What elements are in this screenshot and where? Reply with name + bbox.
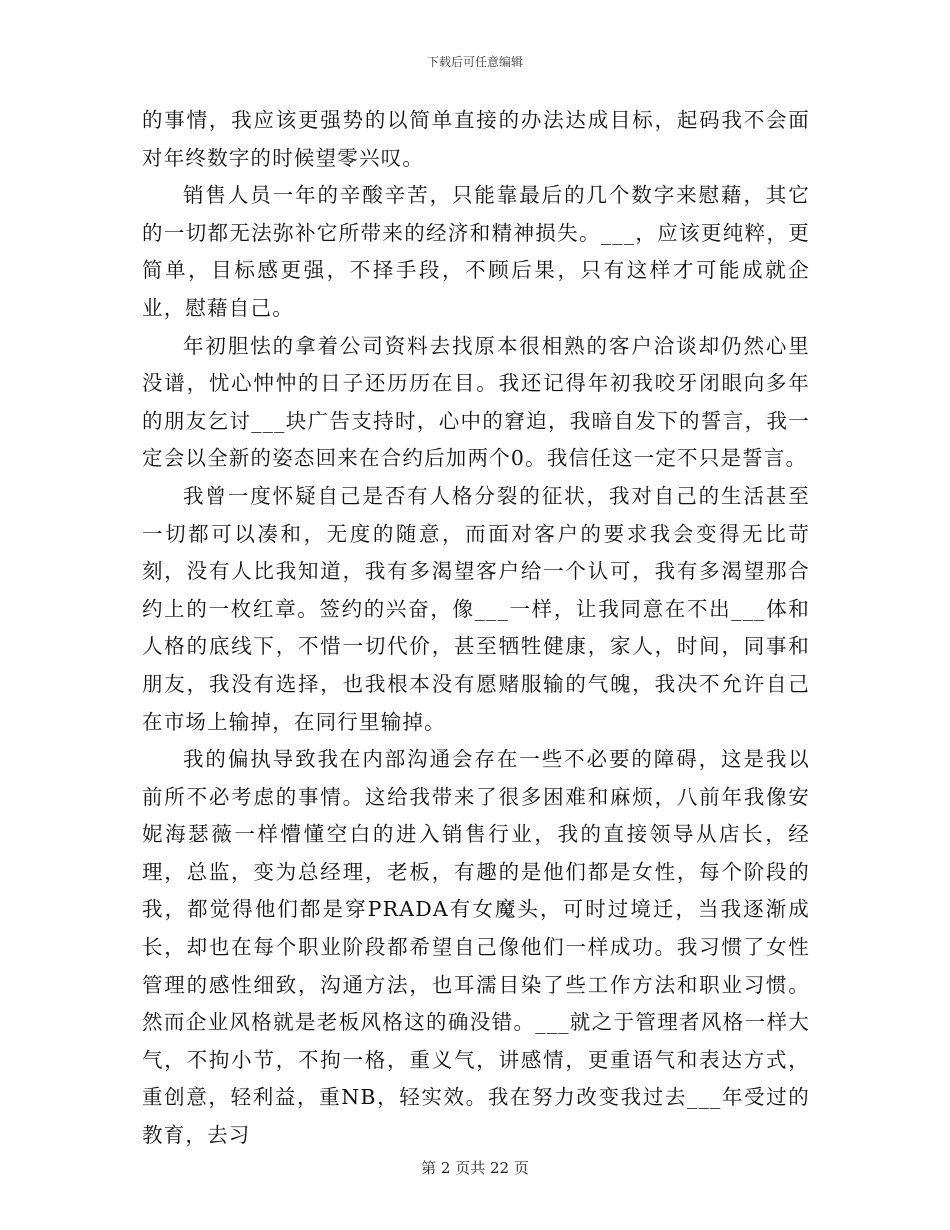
paragraph-5: 我的偏执导致我在内部沟通会存在一些不必要的障碍，这是我以前所不必考虑的事情。这给我带来了很多困难和麻烦，八前年我像安妮海瑟薇一样懵懂空白的进入销售行业，我的直接领导从店长，经理，总监，变为总经理，老板，有趣的是他们都是女性，每个阶段的我，都觉得他们都是穿PRADA有女魔头，可时过境迁，当我逐渐成长，却也在每个职业阶段都希望自己像他们一样成功。我习惯了女性管理的感性细致，沟通方法，也耳濡目染了些工作方法和职业习惯。然而企业风格就是老板风格这的确没错。___就之于管理者风格一样大气，不拘小节，不拘一格，重义气，讲感情，更重语气和表达方式，重创意，轻利益，重NB，轻实效。我在努力改变我过去___年受过的教育，去习 — [142, 747, 810, 1148]
paragraph-2: 销售人员一年的辛酸辛苦，只能靠最后的几个数字来慰藉，其它的一切都无法弥补它所带来的经济和精神损失。___，应该更纯粹，更简单，目标感更强，不择手段，不顾后果，只有这样才可能成就企业，慰藉自己。 — [142, 183, 810, 320]
paragraph-3: 年初胆怯的拿着公司资料去找原本很相熟的客户洽谈却仍然心里没谱，忧心忡忡的日子还历历在目。我还记得年初我咬牙闭眼向多年的朋友乞讨___块广告支持时，心中的窘迫，我暗自发下的誓言，我一定会以全新的姿态回来在合约后加两个0。我信任这一定不只是誓言。 — [142, 333, 810, 471]
paragraph-1: 的事情，我应该更强势的以简单直接的办法达成目标，起码我不会面对年终数字的时候望零兴叹。 — [142, 108, 810, 170]
page-header: 下载后可任意编辑 — [426, 55, 523, 69]
page-footer: 第 2 页共 22 页 — [421, 1159, 529, 1177]
document-body — [142, 102, 810, 1155]
paragraph-4: 我曾一度怀疑自己是否有人格分裂的征状，我对自己的生活甚至一切都可以凑和，无度的随意，而面对客户的要求我会变得无比苛刻，没有人比我知道，我有多渴望客户给一个认可，我有多渴望那合约上的一枚红章。签约的兴奋，像___一样，让我同意在不出___体和人格的底线下，不惜一切代价，甚至牺牲健康，家人，时间，同事和朋友，我没有选择，也我根本没有愿赌服输的气魄，我决不允许自己在市场上输掉，在同行里输掉。 — [142, 483, 810, 734]
